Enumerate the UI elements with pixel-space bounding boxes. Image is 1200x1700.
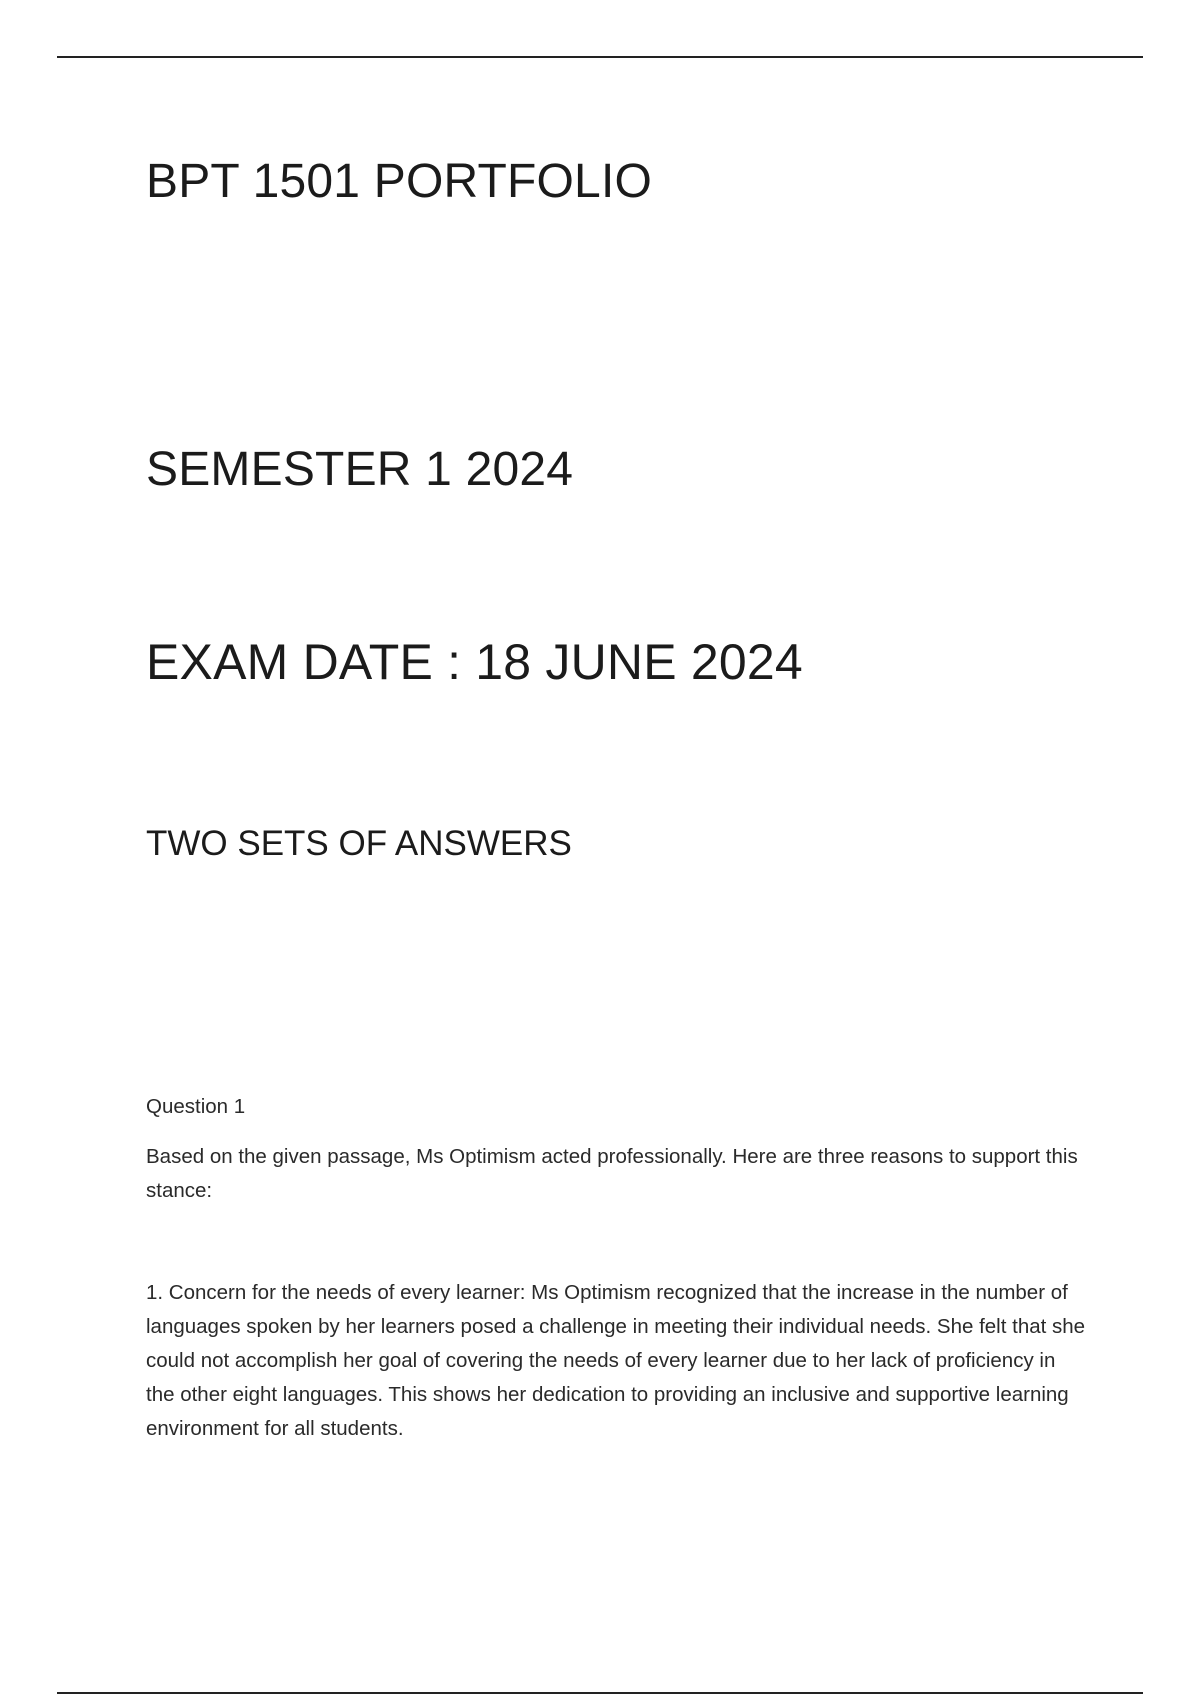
answer-point-1: 1. Concern for the needs of every learner: Ms Optimism recognized that the increase in the number of languages spoken by her learners posed a challenge in meeting their individual needs. She felt that she could not accomplish her goal of covering the needs of every learner due to her lack of proficiency in the other eight languages. This shows her dedication to providing an inclusive and supportive learning environment for all students. <box>146 1281 1086 1440</box>
exam-date-heading: EXAM DATE : 18 JUNE 2024 <box>146 634 803 690</box>
bottom-divider <box>57 1692 1143 1694</box>
question-intro: Based on the given passage, Ms Optimism acted professionally. Here are three reasons to support this stance: <box>146 1145 1078 1202</box>
answers-note: TWO SETS OF ANSWERS <box>146 824 572 863</box>
question-label: Question 1 <box>146 1095 246 1118</box>
document-title: BPT 1501 PORTFOLIO <box>146 155 653 208</box>
top-divider <box>57 56 1143 58</box>
semester-heading: SEMESTER 1 2024 <box>146 443 574 496</box>
